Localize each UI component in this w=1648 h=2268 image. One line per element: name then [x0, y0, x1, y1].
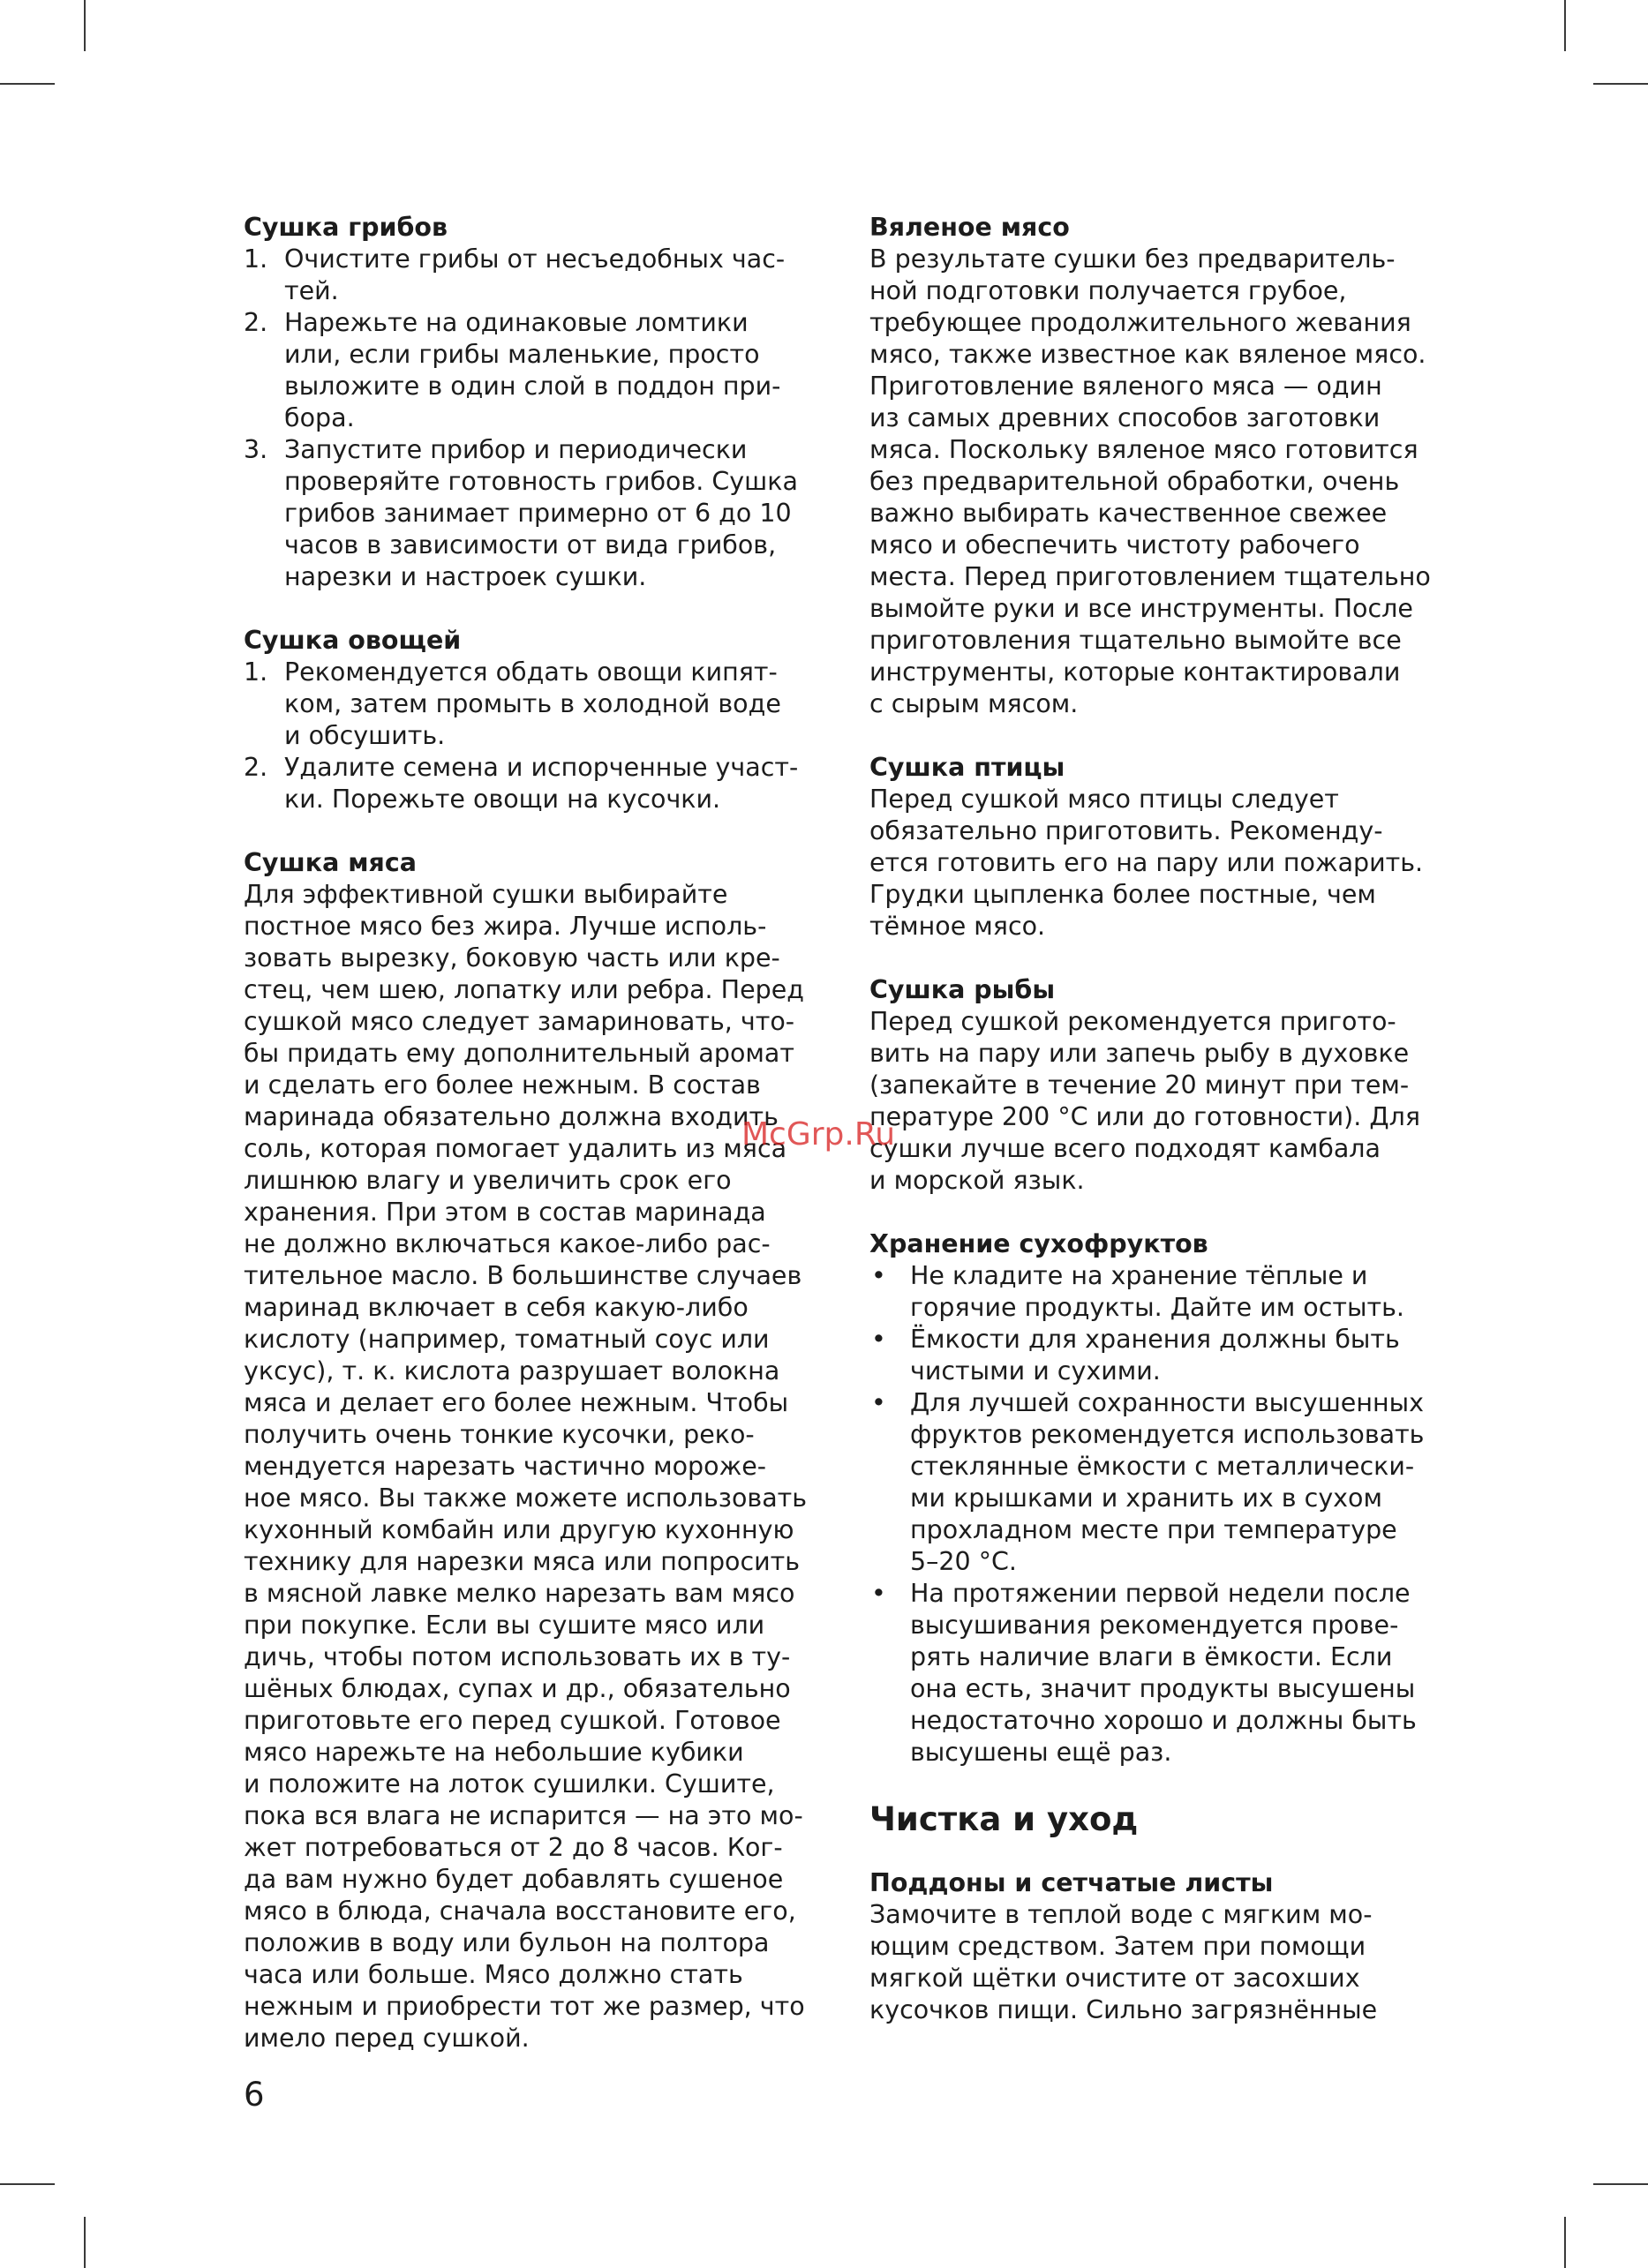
section-title: Хранение сухофруктов: [869, 1229, 1208, 1258]
section-title: Вяленое мясо: [869, 213, 1070, 242]
section-title: Сушка рыбы: [869, 975, 1056, 1004]
section-paragraph: В результате сушки без предваритель- ной подготовки получается грубое, требующее продолжительного жевания мясо, также известное как вяленое мясо. Приготовление вяленого мяса — один из самых древних способов заготовки мяса. Поскольку вяленое мясо готовится без предварительной обработки, очень важно выбирать качественное свежее мясо и обеспечить чистоту рабочего места. Перед приготовлением тщательно вымойте руки и все инструменты. После приготовления тщательно вымойте все инструменты, которые контактировали с сырым мясом.: [869, 244, 1431, 718]
list-item: [244, 244, 853, 307]
list-number: 3.: [244, 435, 268, 464]
bullet-icon: •: [871, 1579, 886, 1608]
list-item-text: Не кладите на хранение тёплые и горячие продукты. Дайте им остыть.: [910, 1261, 1404, 1322]
list-number: 2.: [244, 753, 268, 782]
list-item: [244, 434, 853, 593]
list-item-text: Рекомендуется обдать овощи кипят- ком, затем промыть в холодной воде и обсушить.: [284, 657, 781, 750]
section-paragraph: Для эффективной сушки выбирайте постное мясо без жира. Лучше исполь- зовать вырезку, боковую часть или кре- стец, чем шею, лопатку или ребра. Перед сушкой мясо следует замариновать, что- бы придать ему дополнительный аромат и сделать его более нежным. В состав маринада обязательно должна входить соль, которая помогает удалить из мяса лишнюю влагу и увеличить срок его хранения. При этом в состав маринада не должно включаться какое-либо рас- тительное масло. В большинстве случаев маринад включает в себя какую-либо кислоту (например, томатный соус или уксус), т. к. кислота разрушает волокна мяса и делает его более нежным. Чтобы получить очень тонкие кусочки, реко- мендуется нарезать частично мороже- ное мясо. Вы также можете использовать кухонный комбайн или другую кухонную технику для нарезки мяса или попросить в мясной лавке мелко нарезать вам мясо при покупке. Если вы сушите мясо или дичь, чтобы потом использовать их в ту- шёных блюдах, супах и др., обязательно приготовьте его перед сушкой. Готовое мясо нарежьте на небольшие кубики и положите на лоток сушилки. Сушите, пока вся влага не испарится — на это мо- жет потребоваться от 2 до 8 часов. Ког- да вам нужно будет добавлять сушеное мясо в блюда, сначала восстановите его, положив в воду или бульон на полтора часа или больше. Мясо должно стать нежным и приобрести тот же размер, что имело перед сушкой.: [244, 880, 808, 2053]
list-item-text: Нарежьте на одинаковые ломтики или, если грибы маленькие, просто выложите в один слой в поддон при- бора.: [284, 308, 781, 432]
section-title: Сушка овощей: [244, 626, 462, 655]
section-meat: [244, 847, 853, 2054]
section-vegetables: [244, 625, 853, 815]
list-number: 1.: [244, 657, 268, 687]
crop-mark-top-right-horizontal: [1593, 83, 1648, 85]
section-paragraph: Перед сушкой рекомендуется пригото- вить на пару или запечь рыбу в духовке (запекайте в течение 20 минут при тем- пературе 200 °С или до готовности). Для сушки лучше всего подходят камбала и морской язык.: [869, 1007, 1421, 1195]
list-item: [244, 307, 853, 434]
list-item: [869, 1578, 1479, 1769]
list-item: [244, 657, 853, 752]
section-jerky: [869, 212, 1479, 720]
bullet-icon: •: [871, 1325, 886, 1354]
list-item-text: На протяжении первой недели после высушивания рекомендуется прове- рять наличие влаги в ёмкости. Если она есть, значит продукты высушены недостаточно хорошо и должны быть высушены ещё раз.: [910, 1579, 1417, 1767]
section-trays: [869, 1867, 1479, 2026]
section-title: Сушка птицы: [869, 753, 1065, 782]
crop-mark-bottom-right-horizontal: [1593, 2183, 1648, 2185]
section-paragraph: Замочите в теплой воде с мягким мо- ющим средством. Затем при помощи мягкой щётки очистите от засохших кусочков пищи. Сильно загрязнённые: [869, 1900, 1378, 2024]
list-item-text: Удалите семена и испорченные участ- ки. Порежьте овощи на кусочки.: [284, 753, 799, 814]
numbered-list: [244, 657, 853, 815]
bullet-icon: •: [871, 1388, 886, 1417]
section-title: Сушка грибов: [244, 213, 448, 242]
list-item: [244, 752, 853, 815]
section-mushrooms: [244, 212, 853, 593]
crop-mark-top-right-vertical: [1564, 0, 1566, 51]
crop-mark-bottom-right-vertical: [1564, 2217, 1566, 2268]
list-item-text: Ёмкости для хранения должны быть чистыми и сухими.: [910, 1325, 1400, 1386]
chapter-title: Чистка и уход: [869, 1800, 1139, 1838]
right-column: [869, 212, 1479, 2058]
list-number: 1.: [244, 244, 268, 274]
section-title: Сушка мяса: [244, 848, 417, 877]
list-item: [869, 1324, 1479, 1387]
section-storage: [869, 1228, 1479, 1769]
crop-mark-top-left-horizontal: [0, 83, 55, 85]
list-item-text: Запустите прибор и периодически проверяйте готовность грибов. Сушка грибов занимает примерно от 6 до 10 часов в зависимости от вида грибов, нарезки и настроек сушки.: [284, 435, 798, 591]
section-title: Поддоны и сетчатые листы: [869, 1868, 1274, 1897]
crop-mark-bottom-left-horizontal: [0, 2183, 55, 2185]
list-item: [869, 1387, 1479, 1578]
crop-mark-bottom-left-vertical: [84, 2217, 86, 2268]
list-number: 2.: [244, 308, 268, 337]
numbered-list: [244, 244, 853, 593]
section-poultry: [869, 752, 1479, 942]
list-item-text: Очистите грибы от несъедобных час- тей.: [284, 244, 786, 305]
section-fish: [869, 974, 1479, 1197]
crop-mark-top-left-vertical: [84, 0, 86, 51]
watermark: McGrp.Ru: [741, 1116, 896, 1153]
page-number: 6: [244, 2076, 265, 2114]
bullet-icon: •: [871, 1261, 886, 1290]
list-item: [869, 1260, 1479, 1324]
section-paragraph: Перед сушкой мясо птицы следует обязательно приготовить. Рекоменду- ется готовить его на пару или пожарить. Грудки цыпленка более постные, чем тёмное мясо.: [869, 785, 1424, 941]
list-item-text: Для лучшей сохранности высушенных фруктов рекомендуется использовать стеклянные ёмкости с металлически- ми крышками и хранить их в сухом прохладном месте при температуре 5–20 °С.: [910, 1388, 1425, 1576]
bullet-list: [869, 1260, 1479, 1769]
